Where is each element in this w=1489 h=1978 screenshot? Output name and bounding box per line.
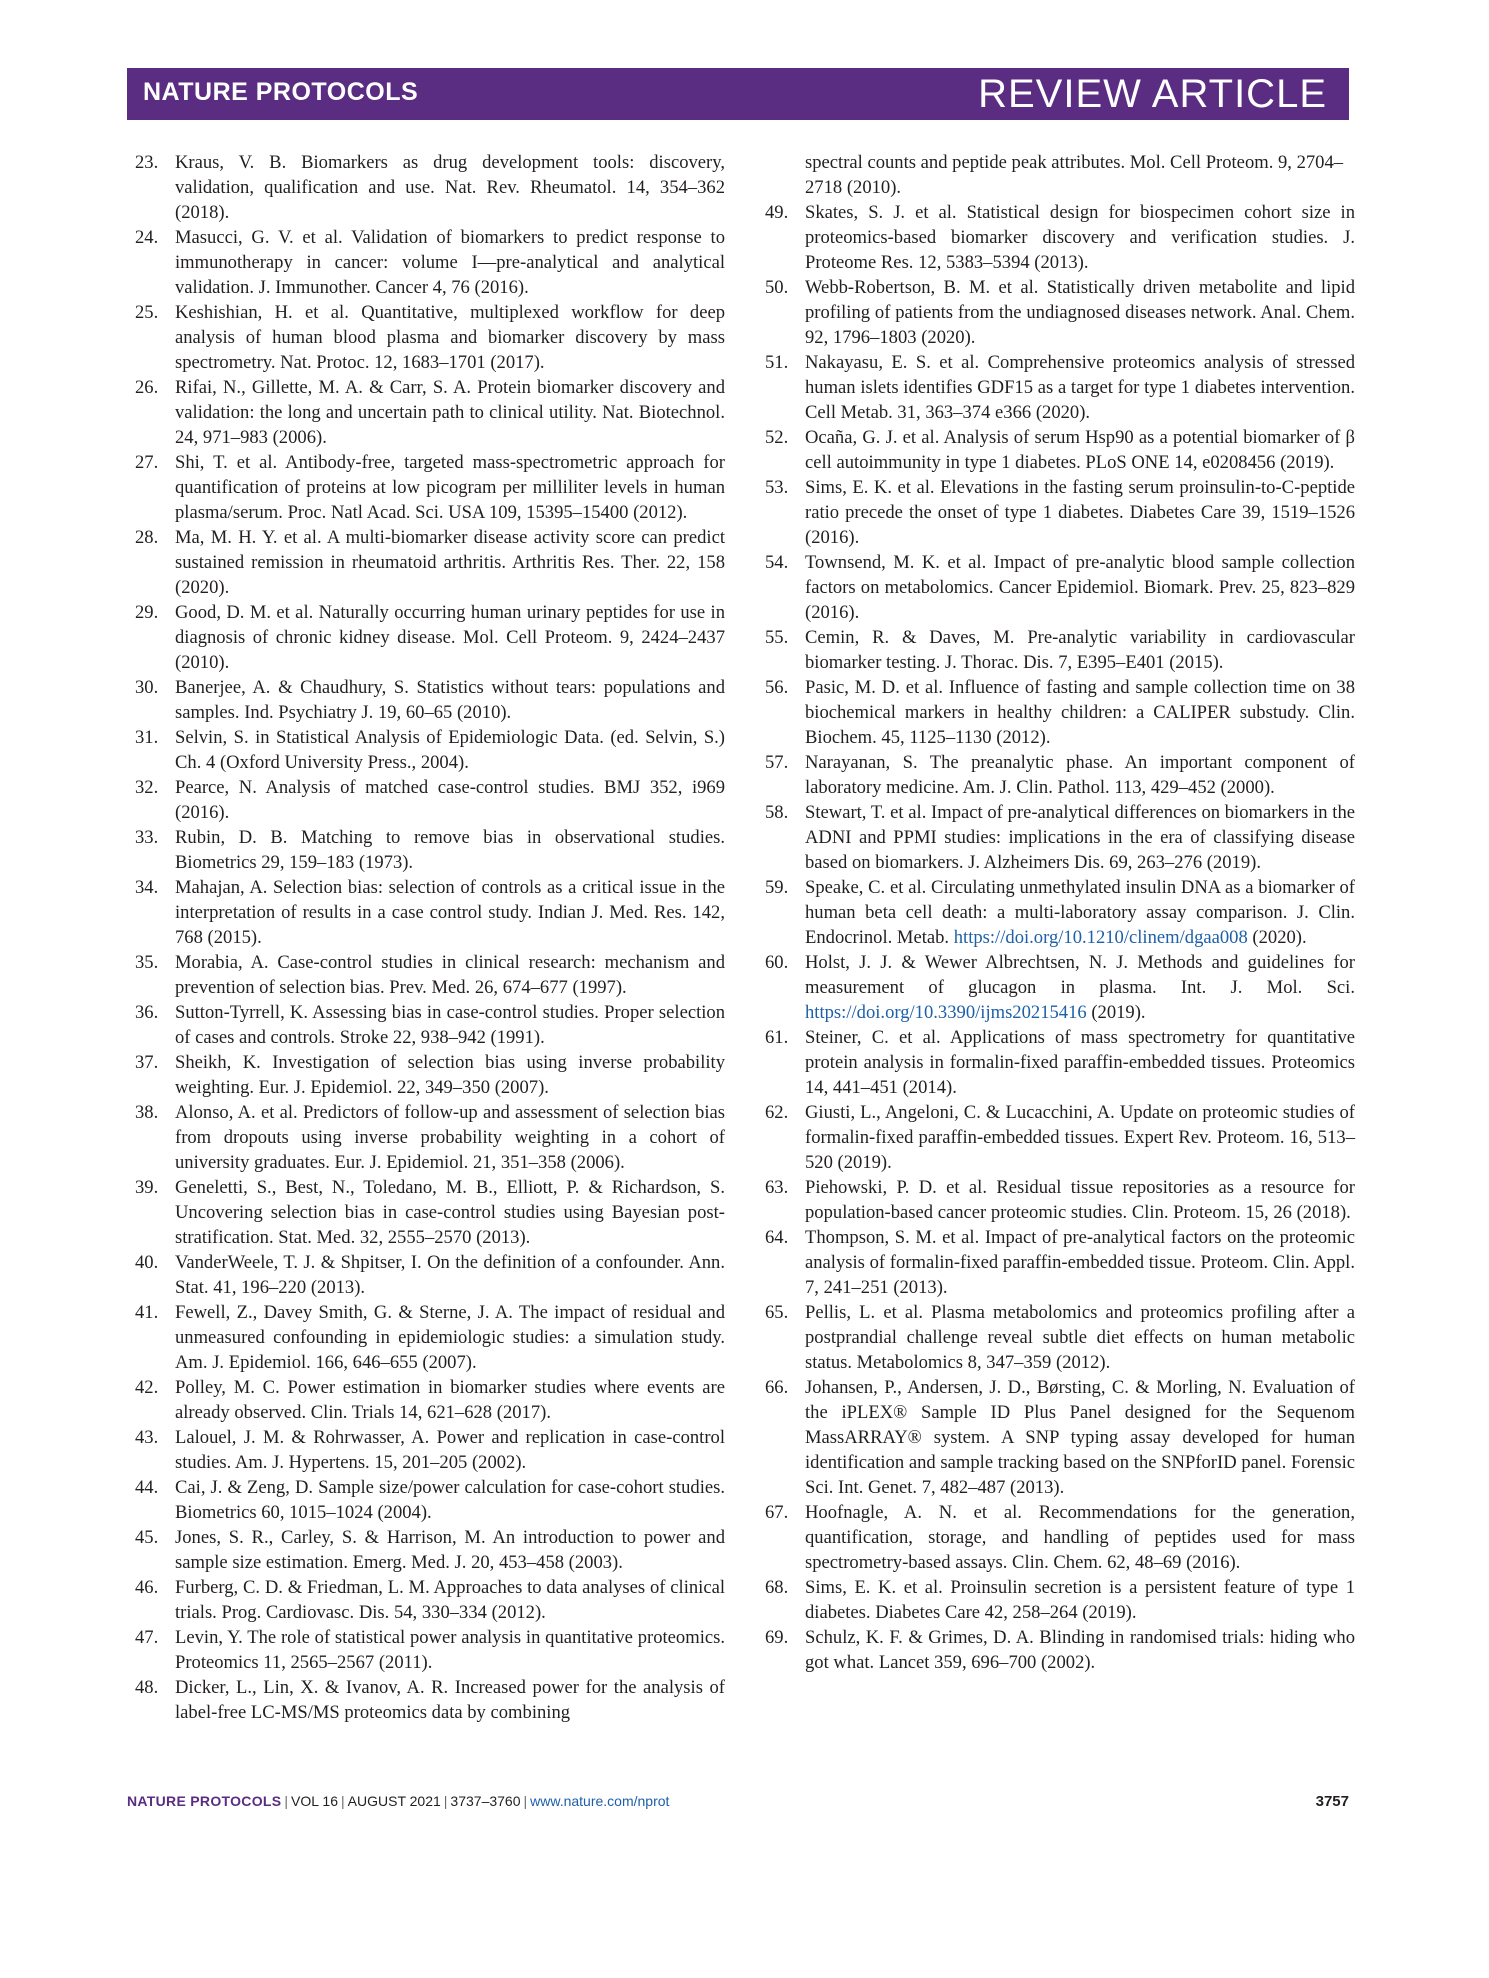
reference-number: 63. bbox=[765, 1177, 789, 1198]
reference-number: 34. bbox=[135, 877, 159, 898]
reference-item bbox=[135, 1525, 725, 1575]
journal-name: NATURE PROTOCOLS bbox=[143, 78, 419, 106]
reference-text: Furberg, C. D. & Friedman, L. M. Approaches to data analyses of clinical trials. Prog. Cardiovasc. Dis. 54, 330–334 (2012). bbox=[175, 1577, 725, 1623]
reference-number: 51. bbox=[765, 352, 789, 373]
reference-number: 31. bbox=[135, 727, 159, 748]
reference-number: 66. bbox=[765, 1377, 789, 1398]
reference-item bbox=[135, 1375, 725, 1425]
reference-item bbox=[135, 675, 725, 725]
reference-item bbox=[135, 1425, 725, 1475]
reference-number: 49. bbox=[765, 202, 789, 223]
reference-text: Banerjee, A. & Chaudhury, S. Statistics without tears: populations and samples. Ind. Psychiatry J. 19, 60–65 (2010). bbox=[175, 677, 725, 723]
reference-number: 57. bbox=[765, 752, 789, 773]
reference-text: Hoofnagle, A. N. et al. Recommendations for the generation, quantification, storage, and handling of peptides used for mass spectrometry-based assays. Clin. Chem. 62, 48–69 (2016). bbox=[805, 1502, 1355, 1573]
reference-item bbox=[135, 1000, 725, 1050]
reference-item bbox=[135, 375, 725, 450]
reference-number: 60. bbox=[765, 952, 789, 973]
reference-text: Rifai, N., Gillette, M. A. & Carr, S. A. Protein biomarker discovery and validation: the long and uncertain path to clinical utility. Nat. Biotechnol. 24, 971–983 (2006). bbox=[175, 377, 725, 448]
reference-item bbox=[765, 1500, 1355, 1575]
reference-text: Keshishian, H. et al. Quantitative, multiplexed workflow for deep analysis of human blood plasma and biomarker discovery by mass spectrometry. Nat. Protoc. 12, 1683–1701 (2017). bbox=[175, 302, 725, 373]
reference-item bbox=[765, 475, 1355, 550]
reference-item bbox=[135, 775, 725, 825]
footer-url-link[interactable]: www.nature.com/nprot bbox=[530, 1793, 670, 1809]
reference-item bbox=[765, 200, 1355, 275]
reference-text: Sutton-Tyrrell, K. Assessing bias in case-control studies. Proper selection of cases and controls. Stroke 22, 938–942 (1991). bbox=[175, 1002, 725, 1048]
reference-item bbox=[135, 525, 725, 600]
reference-item bbox=[765, 800, 1355, 875]
footer-date: AUGUST 2021 bbox=[347, 1793, 441, 1809]
reference-column-left bbox=[135, 150, 725, 1725]
reference-text: Stewart, T. et al. Impact of pre-analytical differences on biomarkers in the ADNI and PPMI studies: implications in the era of classifying disease based on biomarkers. J. Alzheimers Dis. 69, 263–276 (2019). bbox=[805, 802, 1355, 873]
reference-text: Sims, E. K. et al. Proinsulin secretion is a persistent feature of type 1 diabetes. Diabetes Care 42, 258–264 (2019). bbox=[805, 1577, 1355, 1623]
reference-text: Sheikh, K. Investigation of selection bias using inverse probability weighting. Eur. J. Epidemiol. 22, 349–350 (2007). bbox=[175, 1052, 725, 1098]
reference-text: Ocaña, G. J. et al. Analysis of serum Hsp90 as a potential biomarker of β cell autoimmunity in type 1 diabetes. PLoS ONE 14, e0208456 (2019). bbox=[805, 427, 1355, 473]
reference-item bbox=[135, 1250, 725, 1300]
reference-number: 40. bbox=[135, 1252, 159, 1273]
reference-item bbox=[135, 1575, 725, 1625]
reference-text: Townsend, M. K. et al. Impact of pre-analytic blood sample collection factors on metabolomics. Cancer Epidemiol. Biomark. Prev. 25, 823–829 (2016). bbox=[805, 552, 1355, 623]
reference-number: 26. bbox=[135, 377, 159, 398]
footer-pages: 3737–3760 bbox=[450, 1793, 521, 1809]
reference-text: Narayanan, S. The preanalytic phase. An important component of laboratory medicine. Am. J. Clin. Pathol. 113, 429–452 (2000). bbox=[805, 752, 1355, 798]
reference-number: 53. bbox=[765, 477, 789, 498]
reference-number: 37. bbox=[135, 1052, 159, 1073]
reference-item bbox=[765, 1225, 1355, 1300]
reference-item bbox=[765, 750, 1355, 800]
reference-number: 55. bbox=[765, 627, 789, 648]
reference-item bbox=[765, 550, 1355, 625]
reference-text: Webb-Robertson, B. M. et al. Statistically driven metabolite and lipid profiling of patients from the undiagnosed diseases network. Anal. Chem. 92, 1796–1803 (2020). bbox=[805, 277, 1355, 348]
reference-number: 54. bbox=[765, 552, 789, 573]
reference-text: Cemin, R. & Daves, M. Pre-analytic variability in cardiovascular biomarker testing. J. Thorac. Dis. 7, E395–E401 (2015). bbox=[805, 627, 1355, 673]
article-type: REVIEW ARTICLE bbox=[978, 72, 1327, 116]
reference-text: Sims, E. K. et al. Elevations in the fasting serum proinsulin-to-C-peptide ratio precede the onset of type 1 diabetes. Diabetes Care 39, 1519–1526 (2016). bbox=[805, 477, 1355, 548]
reference-text: Masucci, G. V. et al. Validation of biomarkers to predict response to immunotherapy in cancer: volume I—pre-analytical and analytical validation. J. Immunother. Cancer 4, 76 (2016). bbox=[175, 227, 725, 298]
reference-number: 45. bbox=[135, 1527, 159, 1548]
reference-item bbox=[135, 300, 725, 375]
reference-item bbox=[135, 225, 725, 300]
reference-text: Shi, T. et al. Antibody-free, targeted mass-spectrometric approach for quantification of proteins at low picogram per milliliter levels in human plasma/serum. Proc. Natl Acad. Sci. USA 109, 15395–15400 (2012). bbox=[175, 452, 725, 523]
reference-item bbox=[765, 625, 1355, 675]
reference-number: 38. bbox=[135, 1102, 159, 1123]
reference-text: Thompson, S. M. et al. Impact of pre-analytical factors on the proteomic analysis of formalin-fixed paraffin-embedded tissue. Proteom. Clin. Appl. 7, 241–251 (2013). bbox=[805, 1227, 1355, 1298]
reference-text: Fewell, Z., Davey Smith, G. & Sterne, J. A. The impact of residual and unmeasured confounding in epidemiologic studies: a simulation study. Am. J. Epidemiol. 166, 646–655 (2007). bbox=[175, 1302, 725, 1373]
reference-text: Schulz, K. F. & Grimes, D. A. Blinding in randomised trials: hiding who got what. Lancet 359, 696–700 (2002). bbox=[805, 1627, 1355, 1673]
reference-text: Good, D. M. et al. Naturally occurring human urinary peptides for use in diagnosis of chronic kidney disease. Mol. Cell Proteom. 9, 2424–2437 (2010). bbox=[175, 602, 725, 673]
reference-number: 52. bbox=[765, 427, 789, 448]
reference-continuation: spectral counts and peptide peak attributes. Mol. Cell Proteom. 9, 2704–2718 (2010). bbox=[805, 152, 1344, 198]
reference-item bbox=[765, 1175, 1355, 1225]
reference-item bbox=[765, 1625, 1355, 1675]
reference-item bbox=[135, 1625, 725, 1675]
reference-text: Kraus, V. B. Biomarkers as drug development tools: discovery, validation, qualification and use. Nat. Rev. Rheumatol. 14, 354–362 (2018). bbox=[175, 152, 725, 223]
reference-item bbox=[765, 675, 1355, 750]
reference-number: 59. bbox=[765, 877, 789, 898]
reference-text: Pellis, L. et al. Plasma metabolomics and proteomics profiling after a postprandial challenge reveal subtle diet effects on human metabolic status. Metabolomics 8, 347–359 (2012). bbox=[805, 1302, 1355, 1373]
reference-item bbox=[135, 600, 725, 675]
reference-item bbox=[765, 1025, 1355, 1100]
reference-item bbox=[765, 275, 1355, 350]
reference-year: (2019). bbox=[1086, 1002, 1146, 1023]
reference-item bbox=[135, 150, 725, 225]
reference-item bbox=[135, 825, 725, 875]
reference-item bbox=[765, 1300, 1355, 1375]
reference-text: Speake, C. et al. Circulating unmethylated insulin DNA as a biomarker of human beta cell death: a multi-laboratory assay comparison. J. Clin. Endocrinol. Metab. bbox=[805, 877, 1355, 948]
reference-number: 43. bbox=[135, 1427, 159, 1448]
reference-text: Johansen, P., Andersen, J. D., Børsting, C. & Morling, N. Evaluation of the iPLEX® Sample ID Plus Panel designed for the Sequenom MassARRAY® system. A SNP typing assay developed for human identification and sample tracking based on the SNPforID panel. Forensic Sci. Int. Genet. 7, 482–487 (2013). bbox=[805, 1377, 1355, 1498]
reference-number: 47. bbox=[135, 1627, 159, 1648]
reference-number: 61. bbox=[765, 1027, 789, 1048]
reference-number: 24. bbox=[135, 227, 159, 248]
reference-text: Holst, J. J. & Wewer Albrechtsen, N. J. Methods and guidelines for measurement of glucagon in plasma. Int. J. Mol. Sci. bbox=[805, 952, 1355, 998]
reference-number: 23. bbox=[135, 152, 159, 173]
reference-number: 68. bbox=[765, 1577, 789, 1598]
reference-item bbox=[135, 1300, 725, 1375]
reference-item bbox=[135, 875, 725, 950]
reference-number: 46. bbox=[135, 1577, 159, 1598]
reference-number: 58. bbox=[765, 802, 789, 823]
page-footer: NATURE PROTOCOLS | VOL 16 | AUGUST 2021 | 3737–3760 | www.nature.com/nprot 3757 bbox=[127, 1793, 1349, 1810]
reference-text: Alonso, A. et al. Predictors of follow-up and assessment of selection bias from dropouts using inverse probability weighting in a cohort of university graduates. Eur. J. Epidemiol. 21, 351–358 (2006). bbox=[175, 1102, 725, 1173]
reference-item bbox=[765, 950, 1355, 1025]
reference-text: Pasic, M. D. et al. Influence of fasting and sample collection time on 38 biochemical markers in healthy children: a CALIPER substudy. Clin. Biochem. 45, 1125–1130 (2012). bbox=[805, 677, 1355, 748]
reference-text: Giusti, L., Angeloni, C. & Lucacchini, A. Update on proteomic studies of formalin-fixed paraffin-embedded tissues. Expert Rev. Proteom. 16, 513–520 (2019). bbox=[805, 1102, 1355, 1173]
reference-number: 28. bbox=[135, 527, 159, 548]
reference-number: 69. bbox=[765, 1627, 789, 1648]
page-number: 3757 bbox=[1315, 1793, 1349, 1810]
reference-item bbox=[765, 1375, 1355, 1500]
footer-journal: NATURE PROTOCOLS bbox=[127, 1793, 282, 1809]
reference-number: 32. bbox=[135, 777, 159, 798]
reference-number: 67. bbox=[765, 1502, 789, 1523]
reference-text: Ma, M. H. Y. et al. A multi-biomarker disease activity score can predict sustained remission in rheumatoid arthritis. Arthritis Res. Ther. 22, 158 (2020). bbox=[175, 527, 725, 598]
doi-link[interactable]: https://doi.org/10.3390/ijms20215416 bbox=[805, 1002, 1087, 1023]
reference-item bbox=[765, 1575, 1355, 1625]
reference-number: 44. bbox=[135, 1477, 159, 1498]
reference-text: Skates, S. J. et al. Statistical design for biospecimen cohort size in proteomics-based biomarker discovery and verification studies. J. Proteome Res. 12, 5383–5394 (2013). bbox=[805, 202, 1355, 273]
reference-text: Jones, S. R., Carley, S. & Harrison, M. An introduction to power and sample size estimation. Emerg. Med. J. 20, 453–458 (2003). bbox=[175, 1527, 725, 1573]
reference-text: Polley, M. C. Power estimation in biomarker studies where events are already observed. Clin. Trials 14, 621–628 (2017). bbox=[175, 1377, 725, 1423]
reference-text: Steiner, C. et al. Applications of mass spectrometry for quantitative protein analysis in formalin-fixed paraffin-embedded tissues. Proteomics 14, 441–451 (2014). bbox=[805, 1027, 1355, 1098]
footer-volume: VOL 16 bbox=[291, 1793, 339, 1809]
reference-text: Mahajan, A. Selection bias: selection of controls as a critical issue in the interpretation of results in a case control study. Indian J. Med. Res. 142, 768 (2015). bbox=[175, 877, 725, 948]
reference-number: 48. bbox=[135, 1677, 159, 1698]
reference-text: Lalouel, J. M. & Rohrwasser, A. Power and replication in case-control studies. Am. J. Hypertens. 15, 201–205 (2002). bbox=[175, 1427, 725, 1473]
reference-number: 50. bbox=[765, 277, 789, 298]
reference-text: Dicker, L., Lin, X. & Ivanov, A. R. Increased power for the analysis of label-free LC-MS/MS proteomics data by combining bbox=[175, 1677, 725, 1723]
reference-number: 62. bbox=[765, 1102, 789, 1123]
reference-item bbox=[135, 450, 725, 525]
reference-text: Pearce, N. Analysis of matched case-control studies. BMJ 352, i969 (2016). bbox=[175, 777, 725, 823]
reference-number: 56. bbox=[765, 677, 789, 698]
header-bar bbox=[127, 68, 1349, 120]
reference-number: 65. bbox=[765, 1302, 789, 1323]
reference-number: 25. bbox=[135, 302, 159, 323]
reference-number: 36. bbox=[135, 1002, 159, 1023]
reference-item bbox=[135, 1100, 725, 1175]
reference-item bbox=[765, 425, 1355, 475]
reference-text: Rubin, D. B. Matching to remove bias in observational studies. Biometrics 29, 159–183 (1973). bbox=[175, 827, 725, 873]
reference-item bbox=[135, 1050, 725, 1100]
reference-number: 27. bbox=[135, 452, 159, 473]
reference-number: 41. bbox=[135, 1302, 159, 1323]
reference-item bbox=[765, 875, 1355, 950]
reference-number: 30. bbox=[135, 677, 159, 698]
reference-number: 29. bbox=[135, 602, 159, 623]
reference-text: VanderWeele, T. J. & Shpitser, I. On the definition of a confounder. Ann. Stat. 41, 196–220 (2013). bbox=[175, 1252, 725, 1298]
reference-item bbox=[135, 1475, 725, 1525]
reference-year: (2020). bbox=[1247, 927, 1307, 948]
reference-text: Selvin, S. in Statistical Analysis of Epidemiologic Data. (ed. Selvin, S.) Ch. 4 (Oxford University Press., 2004). bbox=[175, 727, 725, 773]
reference-text: Geneletti, S., Best, N., Toledano, M. B., Elliott, P. & Richardson, S. Uncovering selection bias in case-control studies using Bayesian post-stratification. Stat. Med. 32, 2555–2570 (2013). bbox=[175, 1177, 725, 1248]
reference-number: 64. bbox=[765, 1227, 789, 1248]
reference-number: 35. bbox=[135, 952, 159, 973]
reference-text: Morabia, A. Case-control studies in clinical research: mechanism and prevention of selection bias. Prev. Med. 26, 674–677 (1997). bbox=[175, 952, 725, 998]
reference-column-right bbox=[765, 150, 1355, 1675]
reference-item bbox=[135, 725, 725, 775]
reference-number: 39. bbox=[135, 1177, 159, 1198]
reference-item bbox=[135, 1675, 725, 1725]
reference-item bbox=[135, 950, 725, 1000]
doi-link[interactable]: https://doi.org/10.1210/clinem/dgaa008 bbox=[953, 927, 1248, 948]
reference-number: 42. bbox=[135, 1377, 159, 1398]
reference-number: 33. bbox=[135, 827, 159, 848]
reference-text: Levin, Y. The role of statistical power analysis in quantitative proteomics. Proteomics 11, 2565–2567 (2011). bbox=[175, 1627, 725, 1673]
reference-item bbox=[765, 1100, 1355, 1175]
reference-text: Nakayasu, E. S. et al. Comprehensive proteomics analysis of stressed human islets identifies GDF15 as a target for type 1 diabetes intervention. Cell Metab. 31, 363–374 e366 (2020). bbox=[805, 352, 1355, 423]
reference-text: Piehowski, P. D. et al. Residual tissue repositories as a resource for population-based cancer proteomic studies. Clin. Proteom. 15, 26 (2018). bbox=[805, 1177, 1355, 1223]
reference-item bbox=[765, 350, 1355, 425]
reference-item bbox=[135, 1175, 725, 1250]
reference-text: Cai, J. & Zeng, D. Sample size/power calculation for case-cohort studies. Biometrics 60, 1015–1024 (2004). bbox=[175, 1477, 725, 1523]
